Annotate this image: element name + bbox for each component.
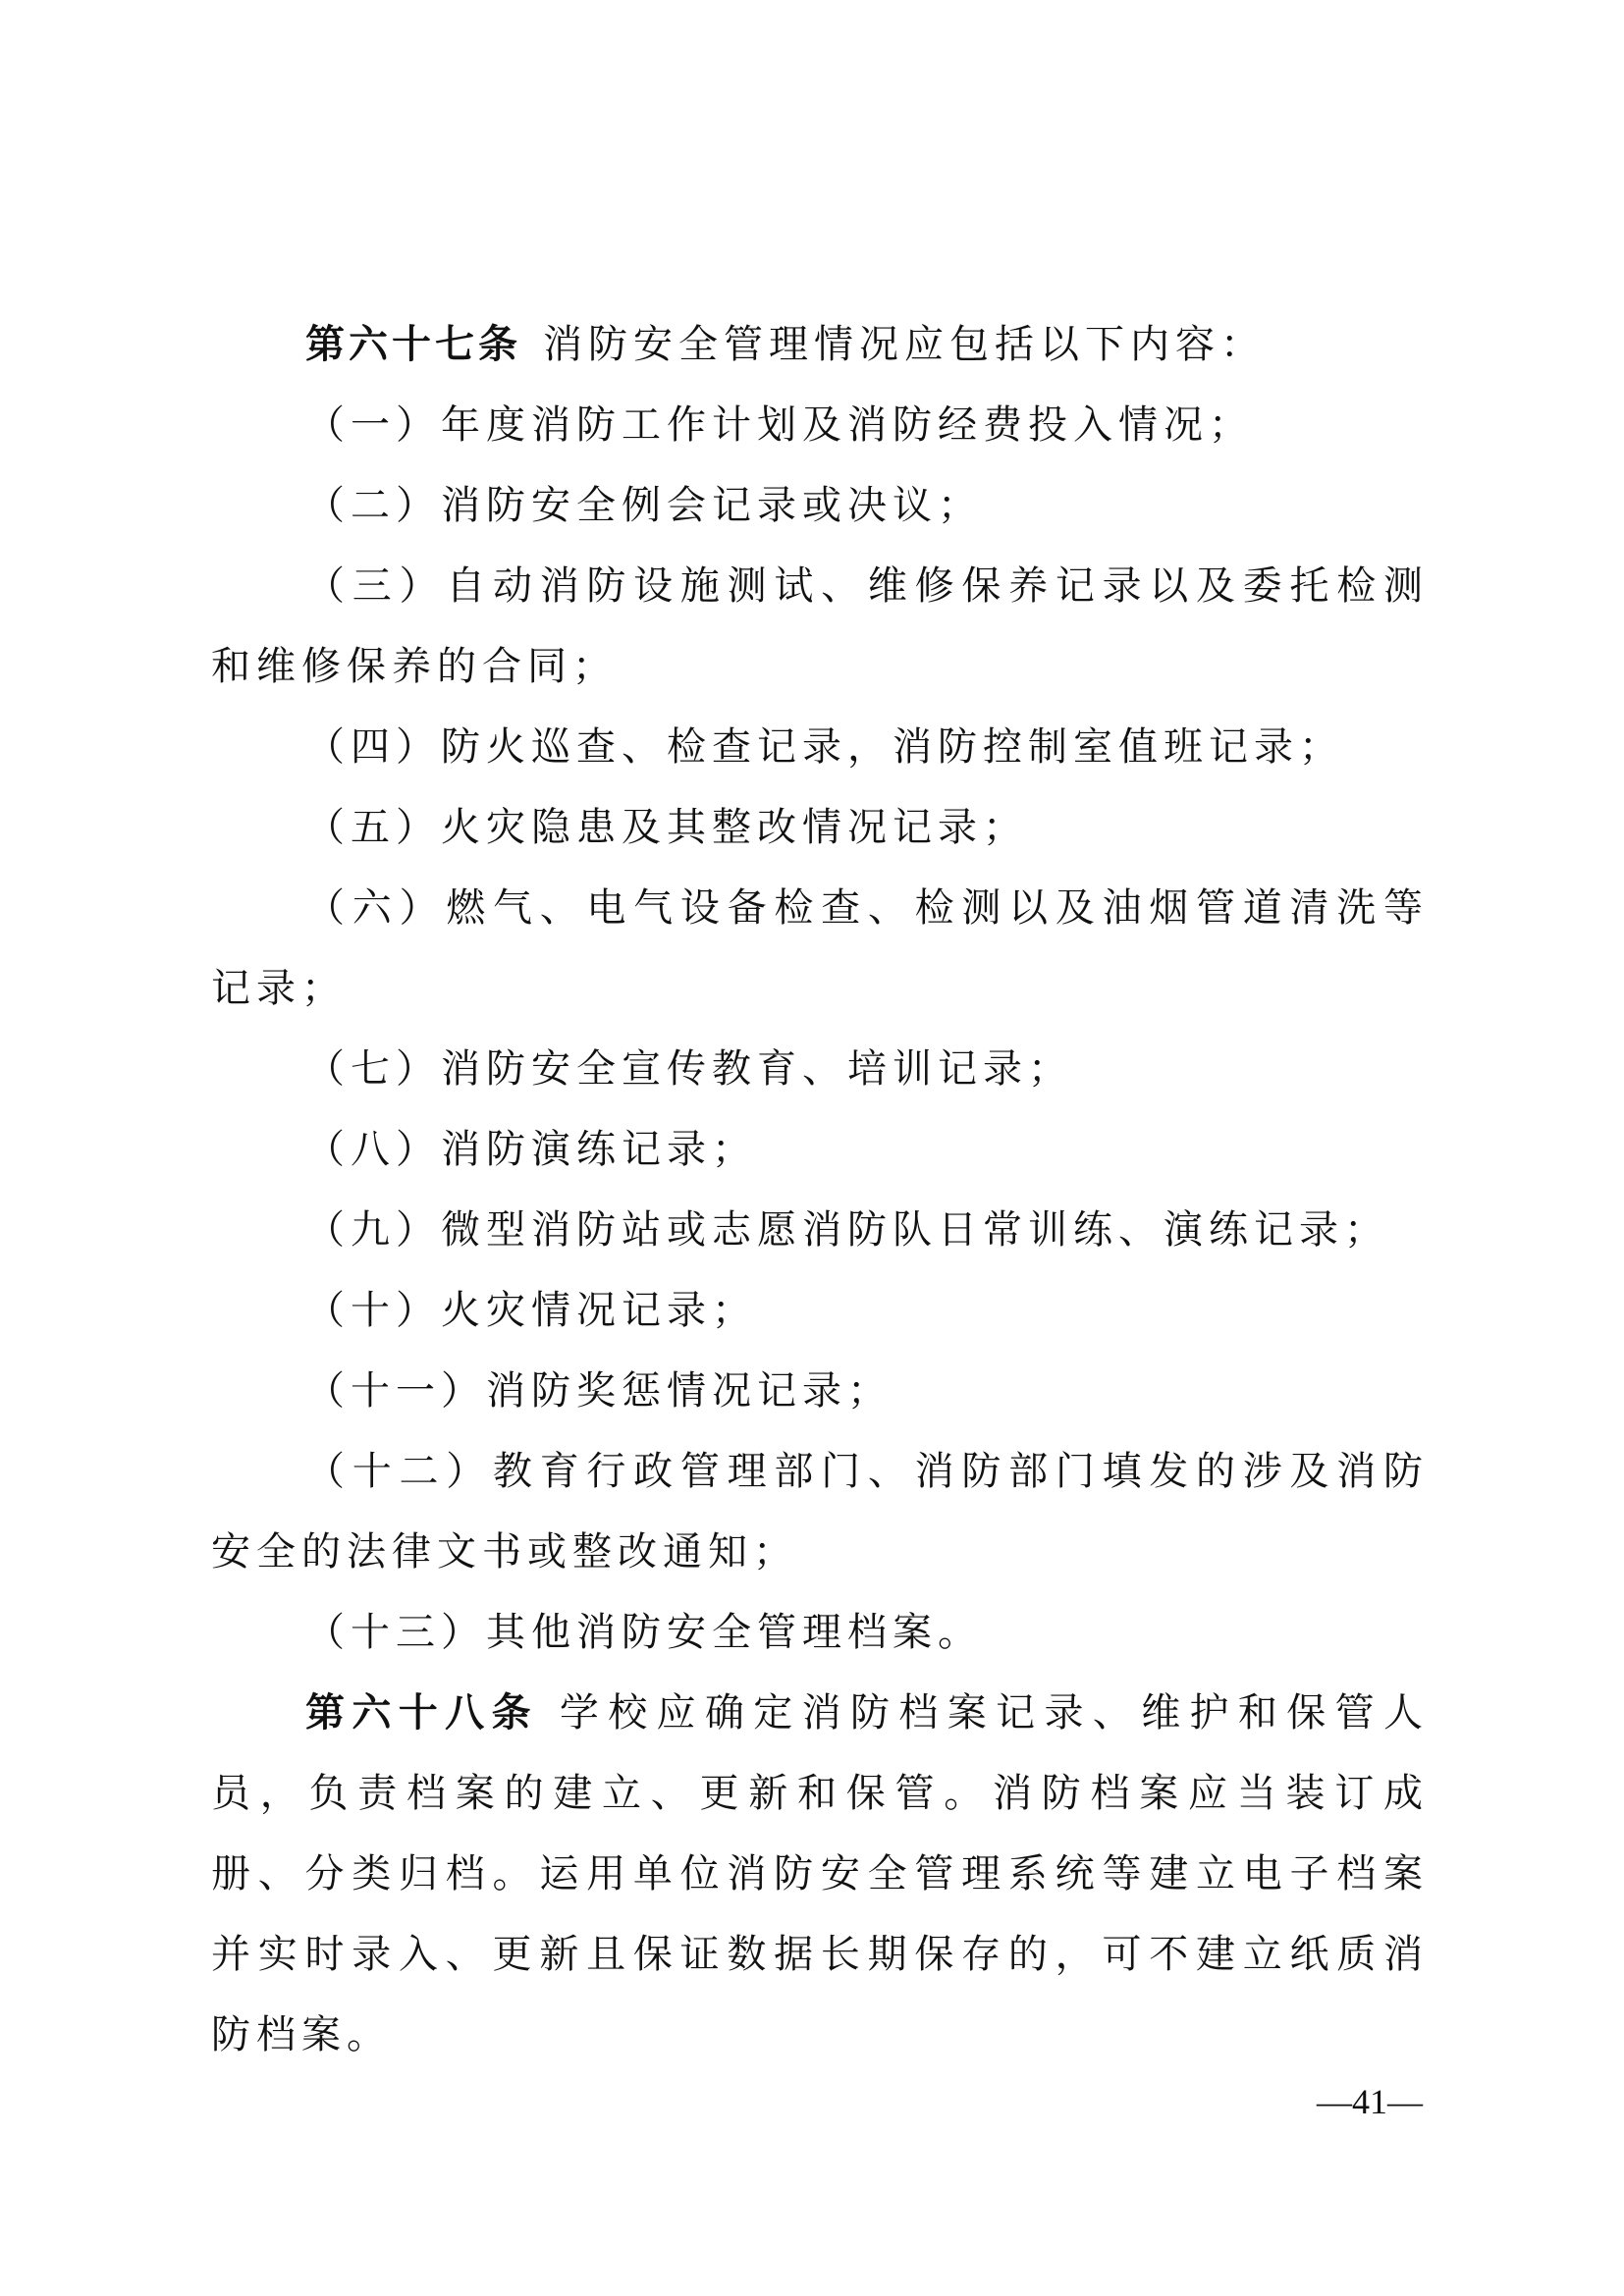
article-68-paragraph bbox=[211, 1673, 1429, 2075]
article-67-item-3: （三）自动消防设施测试、维修保养记录以及委托检测和维修保养的合同； bbox=[211, 563, 1429, 689]
page-number: —41— bbox=[1317, 2082, 1423, 2121]
article-67-item-13: （十三）其他消防安全管理档案。 bbox=[305, 1610, 983, 1655]
article-67-item-11: （十一）消防奖惩情况记录； bbox=[305, 1368, 893, 1414]
article-67-item-12: （十二）教育行政管理部门、消防部门填发的涉及消防安全的法律文书或整改通知； bbox=[211, 1449, 1429, 1575]
article-67-item-7: （七）消防安全宣传教育、培训记录； bbox=[305, 1046, 1073, 1092]
article-68-body: 学校应确定消防档案记录、维护和保管人员，负责档案的建立、更新和保管。消防档案应当装订成册、分类归档。运用单位消防安全管理系统等建立电子档案并实时录入、更新且保证数据长期保存的，可不建立纸质消防档案。 bbox=[211, 1690, 1430, 2057]
article-67-item-9: （九）微型消防站或志愿消防队日常训练、演练记录； bbox=[305, 1207, 1389, 1253]
article-68-heading: 第六十八条 bbox=[305, 1690, 538, 1735]
article-67-heading: 第六十七条 bbox=[305, 322, 521, 367]
article-67-item-1: （一）年度消防工作计划及消防经费投入情况； bbox=[305, 402, 1254, 448]
document-body bbox=[211, 304, 1429, 2075]
article-67-item-6: （六）燃气、电气设备检查、检测以及油烟管道清洗等记录； bbox=[211, 885, 1429, 1011]
article-67-item-2: （二）消防安全例会记录或决议； bbox=[305, 483, 983, 528]
article-67-item-4: （四）防火巡查、检查记录，消防控制室值班记录； bbox=[305, 724, 1344, 770]
article-67-item-8: （八）消防演练记录； bbox=[305, 1127, 757, 1172]
article-67-item-5: （五）火灾隐患及其整改情况记录； bbox=[305, 805, 1028, 850]
article-67-intro-text: 消防安全管理情况应包括以下内容： bbox=[543, 322, 1266, 367]
article-67-intro bbox=[211, 304, 1429, 385]
article-67-item-10: （十）火灾情况记录； bbox=[305, 1288, 757, 1333]
